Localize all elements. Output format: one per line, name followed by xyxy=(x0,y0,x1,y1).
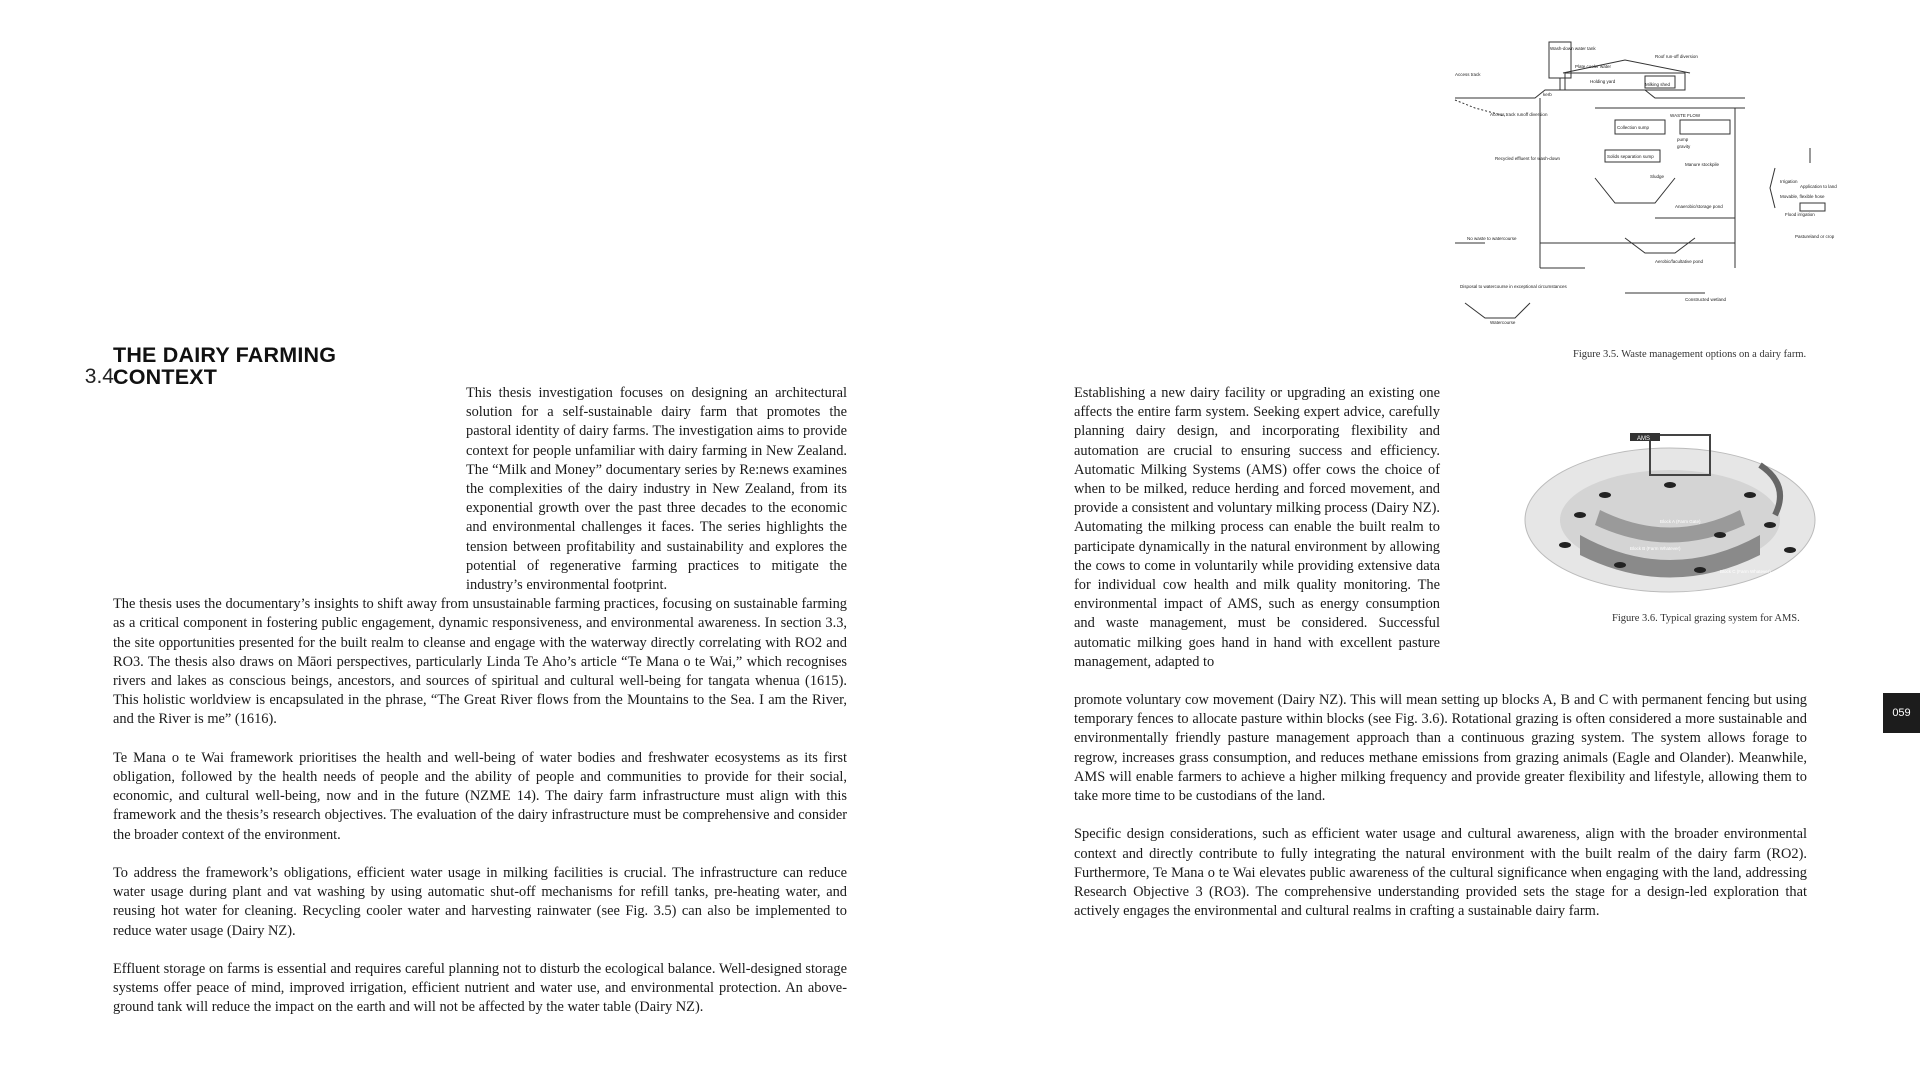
label-solids-separation: Solids separation sump xyxy=(1607,154,1654,159)
paragraph: The thesis uses the documentary’s insights to shift away from unsustainable farming practices, focusing on sustainable farming as a critical component in fostering public engagement, dynamic responsiveness, and environmental awareness. In section 3.3, the site opportunities presented for the built realm to cleanse and engage with the waterway directly correlating with RO2 and RO3. The thesis also draws on Māori perspectives, particularly Linda Te Aho’s article “Te Mana o te Wai,” which recognises rivers and lakes as conscious beings, ancestors, and sources of spiritual and cultural well-being for tangata whenua (1615). This holistic worldview is encapsulated in the phrase, “The Great River flows from the Mountains to the Sea. I am the River, and the River is me” (1616). xyxy=(113,596,847,728)
label-collection-sump: Collection sump xyxy=(1617,125,1650,130)
label-milking-shed: Milking shed xyxy=(1645,82,1671,87)
label-pastureland: Pastureland or crop xyxy=(1795,234,1835,239)
left-text-column xyxy=(113,384,847,1018)
paragraph: Te Mana o te Wai framework prioritises the health and well-being of water bodies and freshwater ecosystems as its first obligation, followed by the health needs of people and the ability of people and communities to provide for their social, economic, and cultural well-being, now and in the future (NZME 14). The dairy farm infrastructure must align with this framework and the thesis’s research objectives. The evaluation of the dairy infrastructure must be comprehensive and consider the broader context of the environment. xyxy=(113,749,847,843)
paragraph: This thesis investigation focuses on designing an architectural solution for a self-sustainable dairy farm that promotes the pastoral identity of dairy farms. The investigation aims to provide context for people unfamiliar with dairy farming in New Zealand. The “Milk and Money” documentary series by Re:news examines the complexities of the dairy industry in New Zealand, from its exponential growth over the past three decades to the economic and environmental challenges it faces. The series highlights the tension between profitability and sustainability and explores the potential of regenerative farming practices to mitigate the industry’s environmental footprint. xyxy=(466,385,847,594)
label-roof-runoff: Roof run-off diversion xyxy=(1655,54,1698,59)
paragraph: Specific design considerations, such as efficient water usage and cultural awareness, align with the broader environmental context and directly contribute to fully integrating the natural environment with the built realm of the dairy farm (RO2). Furthermore, Te Mana o te Wai elevates public awareness of the cultural significance when engaging with the land, addressing Research Objective 3 (RO3). The comprehensive understanding provided sets the stage for a design-led exploration that actively engages the environmental and cultural realms in crafting a sustainable dairy farm. xyxy=(1074,826,1807,920)
label-irrigation: Irrigation xyxy=(1780,179,1798,184)
right-text-column-bottom xyxy=(1074,691,1807,921)
paragraph: Establishing a new dairy facility or upgrading an existing one affects the entire farm system. Seeking expert advice, carefully planning dairy design, and incorporating flexibility and automation are crucial to ensuring success and efficiency. Automatic Milking Systems (AMS) offer cows the choice of when to be milked, reduce herding and forced movement, and provide a consistent and voluntary milking process (Dairy NZ). Automating the milking process can enable the built realm to participate dynamically in the natural environment by allowing the cows to come in voluntarily while providing extensive data for individual cow health and milk quality monitoring. The environmental impact of AMS, such as energy consumption and waste management, must be considered. Successful automatic milking goes hand in hand with excellent pasture management, adapted to xyxy=(1074,385,1440,670)
paragraph: To address the framework’s obligations, efficient water usage in milking facilities is crucial. The infrastructure can reduce water usage during plant and vat washing by using automatic shut-off mechanisms for refill tanks, pre-heating water, and reusing hot water for cleaning. Recycling cooler water and harvesting rainwater (see Fig. 3.5) can also be implemented to reduce water usage (Dairy NZ). xyxy=(113,865,847,939)
label-recycled-effluent: Recycled effluent for wash-down xyxy=(1495,156,1560,161)
label-holding-yard: Holding yard xyxy=(1590,79,1616,84)
label-sludge: Sludge xyxy=(1650,174,1665,179)
label-anaerobic-pond: Anaerobic/storage pond xyxy=(1675,204,1723,209)
paragraph: promote voluntary cow movement (Dairy NZ). This will mean setting up blocks A, B and C with permanent fencing but using temporary fences to allocate pasture within blocks (see Fig. 3.6). Rotational grazing is often considered a more sustainable and environmentally friendly pasture management approach than a continuous grazing system. The system allows forage to regrow, increases grass consumption, and reduces methane emissions from grazing animals (Eagle and Olander). Meanwhile, AMS will enable farmers to achieve a higher milking frequency and provide greater flexibility and lifestyle, allowing them to take more time to be custodians of the land. xyxy=(1074,692,1807,805)
section-number: 3.4 xyxy=(84,365,114,388)
label-waste-flow: WASTE FLOW xyxy=(1670,113,1701,118)
label-aerobic-pond: Aerobic/facultative pond xyxy=(1655,259,1704,264)
section-title-line-2: CONTEXT xyxy=(113,365,218,389)
figure-3-5-caption: Figure 3.5. Waste management options on a dairy farm. xyxy=(1573,349,1807,360)
label-plate-cooler: Plate cooler water xyxy=(1575,64,1612,69)
paragraph: Effluent storage on farms is essential and requires careful planning not to disturb the ecological balance. Well-designed storage systems offer peace of mind, improved irrigation, efficient nutrient and water use, and environmental protection. An above-ground tank will reduce the impact on the earth and will not be affected by the water table (Dairy NZ). xyxy=(113,961,847,1016)
label-access-track-runoff: Access track runoff diversion xyxy=(1490,112,1548,117)
label-manure-stockpile: Manure stockpile xyxy=(1685,162,1720,167)
label-tank: Wash-down water tank xyxy=(1550,46,1596,51)
section-title xyxy=(113,344,336,388)
block-c-label: Block C (Farm Whatever) xyxy=(1720,569,1771,574)
label-disposal: Disposal to watercourse in exceptional circumstances xyxy=(1460,284,1567,289)
page-number-tab: 059 xyxy=(1883,693,1920,733)
label-gravity: gravity xyxy=(1677,144,1691,149)
label-watercourse: Watercourse xyxy=(1490,320,1516,325)
grazing-system-diagram xyxy=(1520,425,1820,600)
section-title-line-1: THE DAIRY FARMING xyxy=(113,343,337,367)
label-flood-irrigation: Flood irrigation xyxy=(1785,212,1815,217)
figure-3-6-caption: Figure 3.6. Typical grazing system for AMS. xyxy=(1612,613,1800,624)
label-access-track: Access track xyxy=(1455,72,1481,77)
label-no-waste: No waste to watercourse xyxy=(1467,236,1517,241)
block-b-label: Block B (Farm Whatever) xyxy=(1630,546,1681,551)
label-movable-hose: Movable, flexible hose xyxy=(1780,194,1825,199)
waste-management-diagram xyxy=(1445,38,1855,328)
block-a-label: Block A (Farm Gate) xyxy=(1660,519,1701,524)
label-application-to-land: Application to land xyxy=(1800,184,1837,189)
ams-label: AMS xyxy=(1637,436,1651,442)
right-text-column-top xyxy=(1074,384,1440,672)
label-pump: pump xyxy=(1677,137,1689,142)
label-constructed-wetland: Constructed wetland xyxy=(1685,297,1727,302)
label-kerb: kerb xyxy=(1543,92,1552,97)
